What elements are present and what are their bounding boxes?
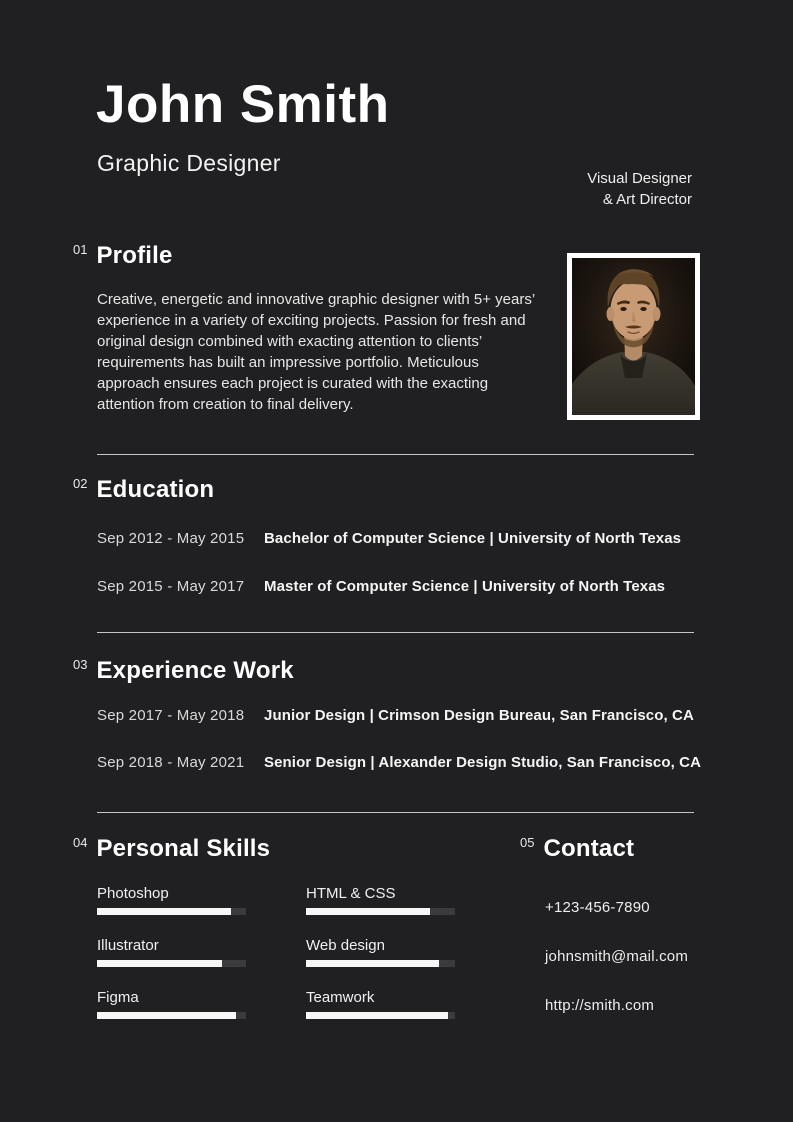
skill-item	[97, 937, 246, 967]
profile-section-number: 01	[73, 242, 88, 257]
education-section-heading	[73, 477, 214, 503]
skill-label: Teamwork	[306, 989, 375, 1006]
experience-detail: Senior Design | Alexander Design Studio, San Francisco, CA	[264, 754, 702, 771]
section-divider	[97, 454, 694, 455]
experience-section-heading	[73, 658, 294, 684]
skill-progress-track	[97, 960, 246, 967]
education-detail: Master of Computer Science | University of North Texas	[264, 578, 666, 595]
skill-progress-track	[306, 1012, 455, 1019]
skill-progress-track	[306, 960, 455, 967]
skills-column-left	[97, 885, 246, 1041]
skill-progress-fill	[306, 960, 439, 967]
skill-progress-fill	[97, 908, 231, 915]
contact-phone: +123-456-7890	[545, 899, 650, 916]
skill-item	[306, 937, 455, 967]
experience-section-number: 03	[73, 657, 88, 672]
contact-section-title: Contact	[543, 835, 635, 862]
profile-section-heading	[73, 243, 173, 269]
education-section-title: Education	[96, 476, 215, 503]
experience-dates: Sep 2017 - May 2018	[97, 707, 245, 724]
skill-progress-track	[97, 1012, 246, 1019]
tagline-line-1: Visual Designer	[587, 170, 692, 187]
tagline	[587, 168, 692, 210]
skills-column-right	[306, 885, 455, 1041]
education-row	[97, 578, 737, 595]
skill-item	[306, 885, 455, 915]
tagline-line-2: & Art Director	[602, 191, 692, 208]
contact-section-number: 05	[520, 835, 535, 850]
experience-dates: Sep 2018 - May 2021	[97, 754, 245, 771]
skill-item	[97, 885, 246, 915]
section-divider	[97, 812, 694, 813]
experience-row	[97, 754, 737, 771]
education-row	[97, 530, 737, 547]
portrait-illustration	[572, 258, 695, 415]
experience-detail: Junior Design | Crimson Design Bureau, San Francisco, CA	[264, 707, 694, 724]
skill-progress-fill	[97, 1012, 236, 1019]
contact-website: http://smith.com	[545, 997, 655, 1014]
experience-section-title: Experience Work	[96, 657, 294, 684]
section-divider	[97, 632, 694, 633]
skill-label: Web design	[306, 937, 385, 954]
skill-progress-fill	[97, 960, 222, 967]
skill-progress-fill	[306, 1012, 448, 1019]
education-detail: Bachelor of Computer Science | University of North Texas	[264, 530, 682, 547]
skill-item	[97, 989, 246, 1019]
contact-section-heading	[520, 836, 634, 862]
person-name: John Smith	[96, 75, 390, 134]
education-dates: Sep 2015 - May 2017	[97, 578, 245, 595]
skill-item	[306, 989, 455, 1019]
person-role: Graphic Designer	[97, 150, 281, 176]
skill-label: Illustrator	[97, 937, 159, 954]
skill-progress-track	[97, 908, 246, 915]
skill-label: Figma	[97, 989, 139, 1006]
education-dates: Sep 2012 - May 2015	[97, 530, 245, 547]
skill-label: Photoshop	[97, 885, 169, 902]
skill-progress-track	[306, 908, 455, 915]
skills-section-heading	[73, 836, 270, 862]
education-section-number: 02	[73, 476, 88, 491]
profile-section-title: Profile	[96, 242, 173, 269]
contact-list	[545, 899, 688, 1046]
skill-progress-fill	[306, 908, 430, 915]
skills-section-title: Personal Skills	[96, 835, 271, 862]
skill-label: HTML & CSS	[306, 885, 396, 902]
contact-email: johnsmith@mail.com	[545, 948, 689, 965]
skills-section-number: 04	[73, 835, 88, 850]
experience-row	[97, 707, 737, 724]
profile-summary-text: Creative, energetic and innovative graphic designer with 5+ years’ experience in a variety of exciting projects. Passion for fresh and original design combined with exacting attention to clients’ requirements has built an impressive portfolio. Meticulous approach ensures each project is curated with the exacting attention from creation to final delivery.	[97, 291, 535, 413]
profile-photo	[567, 253, 700, 420]
